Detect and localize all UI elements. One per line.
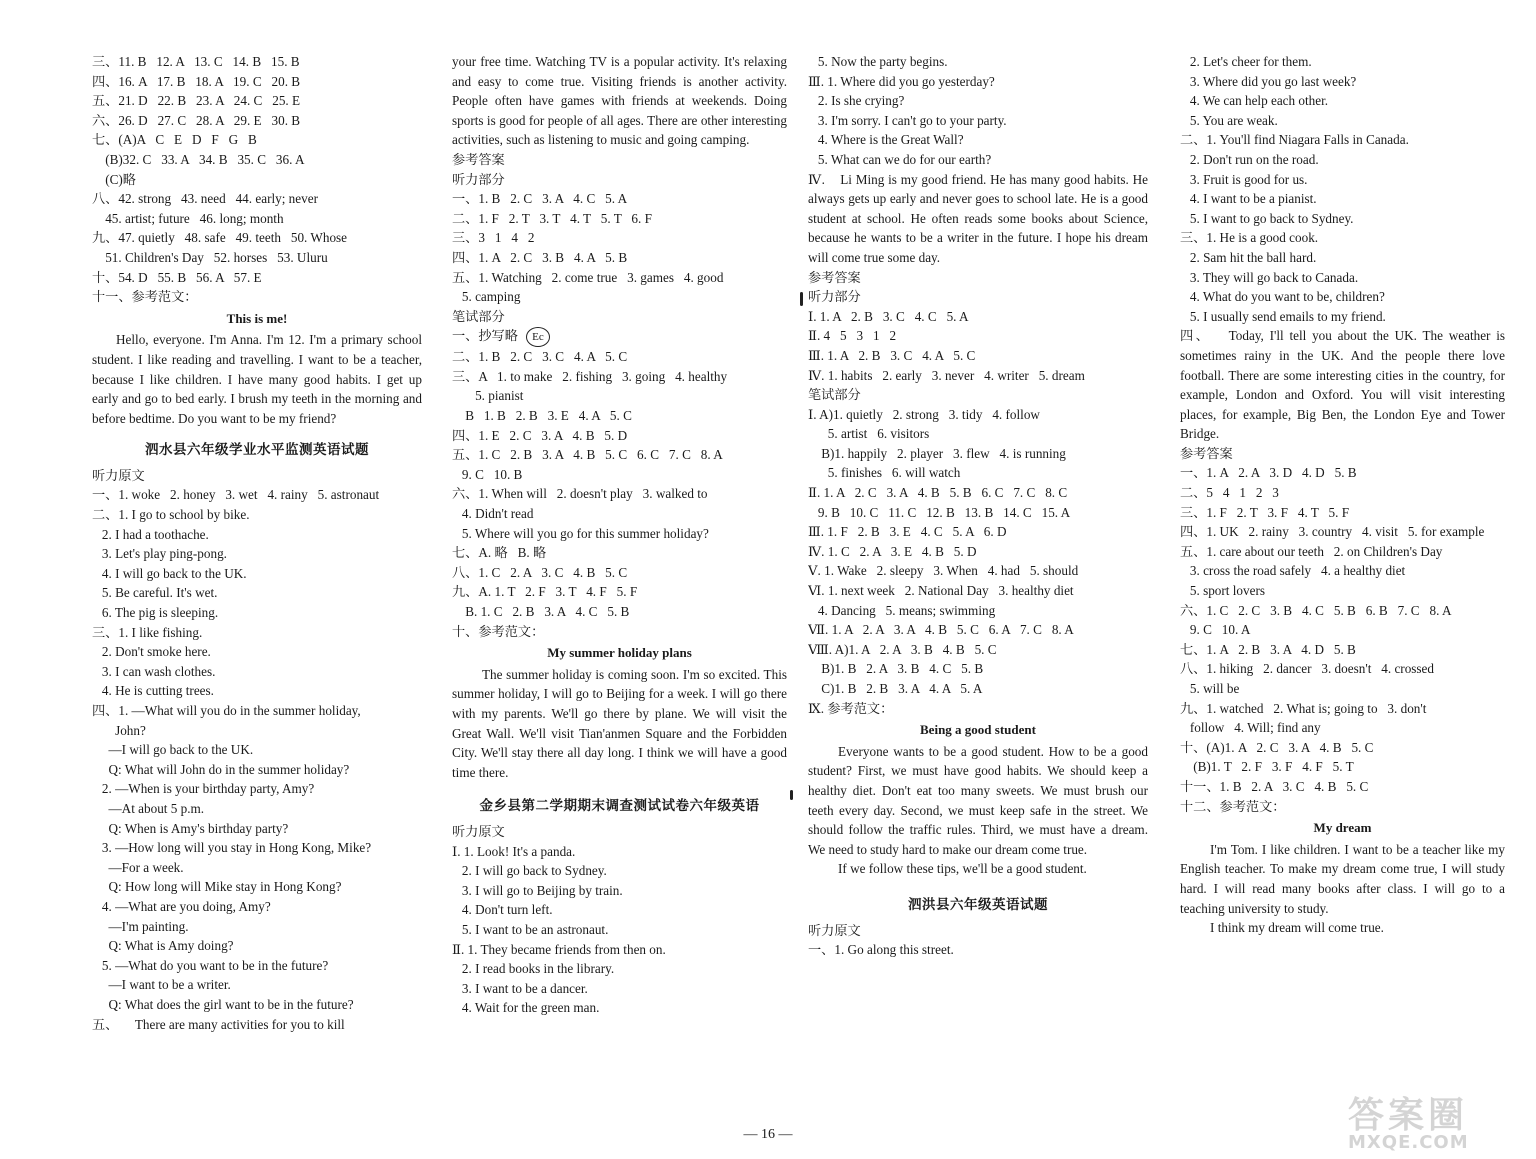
text-line: 三、1. I like fishing. bbox=[92, 624, 203, 640]
text-line: 一、1. woke 2. honey 3. wet 4. rainy 5. astronaut bbox=[92, 487, 380, 503]
text-line: 2. I read books in the library. bbox=[452, 961, 615, 977]
text-line: 三、11. B 12. A 13. C 14. B 15. B bbox=[92, 54, 300, 69]
text-line: 五、1. C 2. B 3. A 4. B 5. C 6. C 7. C 8. A bbox=[452, 447, 723, 463]
text-line: 2. Is she crying? bbox=[808, 93, 905, 109]
text-line: 2. Don't run on the road. bbox=[1180, 151, 1319, 167]
text-line: 五、 There are many activities for you to kill bbox=[92, 1016, 345, 1032]
text-line: 4. Where is the Great Wall? bbox=[808, 132, 964, 148]
text-line: 五、21. D 22. B 23. A 24. C 25. E bbox=[92, 93, 301, 109]
column-4 bbox=[1180, 52, 1505, 938]
text-line: 5. finishes 6. will watch bbox=[808, 465, 961, 481]
passage-text: your free time. Watching TV is a popular activity. It's relaxing and easy to come true. Visiting friends is another activity. People often have games with friends at weekends. Doing sports is good for people of all ages. There are other interesting activities, such as listening to music and going camping. bbox=[452, 54, 787, 148]
text-line: Ⅲ. 1. A 2. B 3. C 4. A 5. C bbox=[808, 347, 976, 363]
passage-label: 四、 bbox=[1180, 328, 1212, 344]
text-line: 4. We can help each other. bbox=[1180, 93, 1329, 109]
watermark-url: MXQE.COM bbox=[1348, 1132, 1469, 1153]
text-line: 3. I can wash clothes. bbox=[92, 663, 216, 679]
text-line: 4. I want to be a pianist. bbox=[1180, 191, 1317, 207]
text-line: 二、1. I go to school by bike. bbox=[92, 507, 250, 523]
text-line: 六、1. C 2. C 3. B 4. C 5. B 6. B 7. C 8. A bbox=[1180, 602, 1452, 618]
text-line: 45. artist; future 46. long; month bbox=[92, 210, 284, 226]
passage-text: Li Ming is my good friend. He has many good habits. He always gets up early and never goes to school late. He is a good student at school. He often reads some books about Science, because he wants to be a writer in the future. I hope his dream will come true some day. bbox=[808, 171, 1148, 265]
text-line: Ⅰ. 1. A 2. B 3. C 4. C 5. A bbox=[808, 308, 969, 324]
text-line: 九、1. watched 2. What is; going to 3. don't bbox=[1180, 700, 1427, 716]
essay-title: This is me! bbox=[226, 310, 288, 326]
text-line: 4. What do you want to be, children? bbox=[1180, 289, 1385, 305]
text-line: Ⅵ. 1. next week 2. National Day 3. healthy diet bbox=[808, 583, 1074, 599]
watermark-text: 答案圈 bbox=[1348, 1095, 1469, 1136]
text-line: 5. pianist bbox=[452, 388, 524, 404]
text-line: —For a week. bbox=[92, 859, 184, 875]
text-line: follow 4. Will; find any bbox=[1180, 720, 1321, 736]
text-line: Ⅳ. 1. habits 2. early 3. never 4. writer 5. dream bbox=[808, 367, 1085, 383]
text-line: B)1. B 2. A 3. B 4. C 5. B bbox=[808, 661, 984, 677]
text-line: Ⅰ. A)1. quietly 2. strong 3. tidy 4. follow bbox=[808, 406, 1040, 422]
text-line: Ⅰ. 1. Look! It's a panda. bbox=[452, 843, 576, 859]
text-line: 笔试部分 bbox=[452, 308, 505, 324]
listening-script-lines bbox=[452, 822, 787, 1018]
text-line: 9. C 10. A bbox=[1180, 622, 1251, 638]
answer-lines bbox=[808, 268, 1148, 719]
text-line: 七、A. 略 B. 略 bbox=[452, 545, 547, 561]
margin-mark bbox=[800, 292, 803, 306]
passage-block bbox=[808, 170, 1148, 268]
text-line: 二、5 4 1 2 3 bbox=[1180, 485, 1279, 501]
text-line: 2. I had a toothache. bbox=[92, 526, 209, 542]
essay-text: Hello, everyone. I'm Anna. I'm 12. I'm a primary school student. I like reading and travelling. I want to be a teacher, because I like children. I have many good habits. I get up early and go to bed early. I brush my teeth in the morning and before bedtime. Do you want to be my friend? bbox=[92, 332, 422, 426]
text-line: 3. I want to be a dancer. bbox=[452, 980, 588, 996]
text-line: 三、1. He is a good cook. bbox=[1180, 230, 1319, 246]
text-line: B)1. happily 2. player 3. flew 4. is running bbox=[808, 445, 1066, 461]
text-line: Ⅳ. 1. C 2. A 3. E 4. B 5. D bbox=[808, 543, 977, 559]
text-line: 三、3 1 4 2 bbox=[452, 230, 535, 246]
answer-lines bbox=[452, 150, 787, 326]
text-line: 九、A. 1. T 2. F 3. T 4. F 5. F bbox=[452, 584, 638, 600]
text-line: 二、1. F 2. T 3. T 4. T 5. T 6. F bbox=[452, 210, 652, 226]
text-line: 三、1. F 2. T 3. F 4. T 5. F bbox=[1180, 504, 1350, 520]
text-line: 9. B 10. C 11. C 12. B 13. B 14. C 15. A bbox=[808, 504, 1071, 520]
essay-text: The summer holiday is coming soon. I'm so excited. This summer holiday, I will go to Beijing for a week. I will go there with my parents. We'll go there by plane. We will visit the Great Wall. We'll visit Tian'anmen Square and the Forbidden City. We'll stay there all day long. I think we will have a good time there. bbox=[452, 666, 787, 780]
text-line: 5. I usually send emails to my friend. bbox=[1180, 308, 1386, 324]
text-line: 4. —What are you doing, Amy? bbox=[92, 898, 271, 914]
column-1 bbox=[92, 52, 422, 1034]
text-line: 听力原文 bbox=[808, 922, 861, 938]
text-line: (B)1. T 2. F 3. F 4. F 5. T bbox=[1180, 759, 1354, 775]
listening-script-lines bbox=[92, 466, 422, 1034]
text-line: 5. What can we do for our earth? bbox=[808, 151, 992, 167]
text-line: C)1. B 2. B 3. A 4. A 5. A bbox=[808, 681, 983, 696]
text-line: 9. C 10. B bbox=[452, 466, 523, 482]
text-line: 七、(A)A C E D F G B bbox=[92, 132, 257, 148]
passage-label: Ⅳ. bbox=[808, 171, 825, 187]
text-line: 十一、参考范文： bbox=[92, 289, 198, 305]
text-line: 5. will be bbox=[1180, 681, 1240, 696]
text-line: Ⅸ. 参考范文： bbox=[808, 700, 894, 716]
text-line: 2. I will go back to Sydney. bbox=[452, 863, 607, 879]
text-line: Ⅴ. 1. Wake 2. sleepy 3. When 4. had 5. should bbox=[808, 563, 1079, 579]
text-line: 6. The pig is sleeping. bbox=[92, 605, 219, 621]
watermark-logo bbox=[1348, 1087, 1518, 1153]
text-line: 五、1. Watching 2. come true 3. games 4. good bbox=[452, 269, 724, 285]
text-line: Ⅲ. 1. Where did you go yesterday? bbox=[808, 73, 995, 89]
text-line: 九、47. quietly 48. safe 49. teeth 50. Whose bbox=[92, 230, 348, 246]
answer-lines-2 bbox=[452, 347, 787, 641]
text-line: 3. —How long will you stay in Hong Kong, Mike? bbox=[92, 840, 372, 856]
text-line: Ⅱ. 1. A 2. C 3. A 4. B 5. B 6. C 7. C 8. C bbox=[808, 485, 1068, 501]
essay-text: Everyone wants to be a good student. How to be a good student? First, we must have good habits. We should keep a healthy diet. Don't eat too many sweets. We must brush our teeth every day. Second, we must keep safe in the street. We should follow the traffic rules. Third, we must have a dream. We need to study hard to make our dream come true. bbox=[808, 743, 1148, 857]
essay-text: I'm Tom. I like children. I want to be a teacher like my English teacher. To make my dream come true, I will study hard. I will read many books after class. I will go to a teaching university to study. bbox=[1180, 841, 1505, 916]
text-line: —I want to be a writer. bbox=[92, 977, 231, 993]
text-line: 3. Where did you go last week? bbox=[1180, 73, 1357, 89]
text-line: 十二、参考范文： bbox=[1180, 798, 1286, 814]
text-line: 一、1. A 2. A 3. D 4. D 5. B bbox=[1180, 465, 1357, 481]
text-line: 七、1. A 2. B 3. A 4. D 5. B bbox=[1180, 641, 1356, 657]
essay-end: I think my dream will come true. bbox=[1210, 920, 1384, 936]
text-line: Q: What will John do in the summer holiday? bbox=[92, 761, 350, 777]
text-line: Ⅷ. A)1. A 2. A 3. B 4. B 5. C bbox=[808, 641, 997, 657]
text-line: B 1. B 2. B 3. E 4. A 5. C bbox=[452, 408, 632, 424]
text-line: 听力部分 bbox=[452, 171, 505, 187]
text-line: 4. Didn't read bbox=[452, 506, 534, 522]
text-line: 八、1. C 2. A 3. C 4. B 5. C bbox=[452, 564, 628, 580]
column-2 bbox=[452, 52, 787, 1018]
text-line: 5. —What do you want to be in the future? bbox=[92, 957, 329, 973]
text-line: 五、1. care about our teeth 2. on Children's Day bbox=[1180, 543, 1443, 559]
text-line: 六、26. D 27. C 28. A 29. E 30. B bbox=[92, 112, 301, 128]
text-line: 八、42. strong 43. need 44. early; never bbox=[92, 191, 318, 207]
text-line: 2. Don't smoke here. bbox=[92, 644, 211, 660]
column-3 bbox=[808, 52, 1148, 960]
text-line: —At about 5 p.m. bbox=[92, 800, 205, 816]
text-line: 3. Fruit is good for us. bbox=[1180, 171, 1308, 187]
section-title: 金乡县第二学期期末调查测试试卷六年级英语 bbox=[479, 798, 760, 814]
text-line: 四、1. E 2. C 3. A 4. B 5. D bbox=[452, 427, 628, 443]
text-line: 5. Now the party begins. bbox=[808, 54, 948, 69]
essay-title: My dream bbox=[1313, 820, 1372, 836]
text-line: 3. I will go to Beijing by train. bbox=[452, 882, 623, 898]
passage-text: Today, I'll tell you about the UK. The weather is sometimes rainy in the UK. And the people there love football. There are some interesting cities in the country, for example, London and Oxford. You will visit interesting places, for example, Big Ben, the London Eye and Tower Bridge. bbox=[1180, 328, 1506, 442]
text-line: Ⅱ. 1. They became friends from then on. bbox=[452, 941, 666, 957]
margin-mark bbox=[790, 790, 793, 800]
text-line: 四、1. UK 2. rainy 3. country 4. visit 5. for example bbox=[1180, 524, 1485, 540]
text-line: 3. Let's play ping-pong. bbox=[92, 546, 227, 562]
text-line: Q: What does the girl want to be in the future? bbox=[92, 996, 354, 1012]
text-line: Ⅱ. 4 5 3 1 2 bbox=[808, 328, 897, 344]
text-line: 二、1. You'll find Niagara Falls in Canada. bbox=[1180, 132, 1409, 148]
text-line: 5. sport lovers bbox=[1180, 583, 1265, 599]
text-line: 八、1. hiking 2. dancer 3. doesn't 4. crossed bbox=[1180, 661, 1434, 677]
text-line: 参考答案 bbox=[808, 269, 861, 285]
text-line: 三、A 1. to make 2. fishing 3. going 4. healthy bbox=[452, 368, 728, 384]
text-line: 十一、1. B 2. A 3. C 4. B 5. C bbox=[1180, 778, 1369, 794]
text-line: 四、16. A 17. B 18. A 19. C 20. B bbox=[92, 73, 301, 89]
ec-stamp-icon: Ec bbox=[526, 327, 550, 347]
text-line: 4. He is cutting trees. bbox=[92, 683, 214, 699]
text-line: 十、(A)1. A 2. C 3. A 4. B 5. C bbox=[1180, 739, 1374, 755]
listening-script-lines bbox=[1180, 52, 1505, 326]
text-line: John? bbox=[92, 722, 146, 738]
text-line: 四、1. A 2. C 3. B 4. A 5. B bbox=[452, 249, 628, 265]
text-line: 听力部分 bbox=[808, 289, 861, 305]
text-line: 一、1. Go along this street. bbox=[808, 942, 954, 958]
text-line: 4. Dancing 5. means; swimming bbox=[808, 602, 996, 618]
text-line: 51. Children's Day 52. horses 53. Uluru bbox=[92, 249, 328, 265]
text-line: 2. Sam hit the ball hard. bbox=[1180, 249, 1317, 265]
text-line: 二、1. B 2. C 3. C 4. A 5. C bbox=[452, 349, 628, 365]
text-line: 5. Where will you go for this summer holiday? bbox=[452, 525, 709, 541]
text-line: 4. Wait for the green man. bbox=[452, 1000, 600, 1016]
essay-title: My summer holiday plans bbox=[547, 645, 692, 661]
text-line: (C)略 bbox=[92, 171, 136, 187]
listening-script-lines bbox=[808, 52, 1148, 170]
text-line: 十、参考范文： bbox=[452, 623, 545, 639]
text-line: 5. camping bbox=[452, 289, 521, 305]
text-line: 3. They will go back to Canada. bbox=[1180, 269, 1359, 285]
text-line: 参考答案 bbox=[1180, 445, 1233, 461]
section-title: 泗洪县六年级英语试题 bbox=[908, 896, 1048, 912]
copy-line: 一、抄写略 Ec bbox=[452, 326, 787, 347]
text-line: 一、1. B 2. C 3. A 4. C 5. A bbox=[452, 191, 628, 207]
text-line: 4. Don't turn left. bbox=[452, 902, 553, 918]
text-line: 参考答案 bbox=[452, 151, 505, 167]
page-number: — 16 — bbox=[743, 1127, 793, 1142]
text-line: 5. I want to go back to Sydney. bbox=[1180, 210, 1354, 226]
text-line: 2. —When is your birthday party, Amy? bbox=[92, 781, 315, 797]
text-line: 2. Let's cheer for them. bbox=[1180, 54, 1312, 69]
answer-lines bbox=[1180, 444, 1505, 816]
text-line: —I'm painting. bbox=[92, 918, 189, 934]
text-line: 听力原文 bbox=[452, 823, 505, 839]
text-line: Q: When is Amy's birthday party? bbox=[92, 820, 289, 836]
listening-script-lines-2 bbox=[808, 921, 1148, 960]
text-line: 5. artist 6. visitors bbox=[808, 426, 930, 442]
text-line: Ⅲ. 1. F 2. B 3. E 4. C 5. A 6. D bbox=[808, 524, 1007, 540]
passage-block bbox=[1180, 326, 1505, 444]
text-line: 5. Be careful. It's wet. bbox=[92, 585, 218, 601]
text-line: B. 1. C 2. B 3. A 4. C 5. B bbox=[452, 604, 630, 619]
section-title: 泗水县六年级学业水平监测英语试题 bbox=[145, 442, 369, 458]
text-line: 四、1. —What will you do in the summer holiday, bbox=[92, 703, 361, 718]
answer-lines bbox=[92, 52, 422, 307]
text-line: —I will go back to the UK. bbox=[92, 742, 254, 758]
text-line: 六、1. When will 2. doesn't play 3. walked to bbox=[452, 486, 708, 502]
essay-end: If we follow these tips, we'll be a good student. bbox=[838, 861, 1087, 877]
text-line: 3. cross the road safely 4. a healthy diet bbox=[1180, 563, 1406, 579]
text-line: 4. I will go back to the UK. bbox=[92, 565, 247, 581]
text-line: 听力原文 bbox=[92, 467, 145, 483]
text-line: 5. I want to be an astronaut. bbox=[452, 921, 609, 937]
text-line: 笔试部分 bbox=[808, 387, 861, 403]
text-line: 5. You are weak. bbox=[1180, 112, 1278, 128]
text-line: Q: What is Amy doing? bbox=[92, 938, 234, 954]
text-line: 十、54. D 55. B 56. A 57. E bbox=[92, 269, 262, 285]
essay-title: Being a good student bbox=[920, 722, 1036, 738]
text-line: Ⅶ. 1. A 2. A 3. A 4. B 5. C 6. A 7. C 8. A bbox=[808, 622, 1074, 638]
text-line: 3. I'm sorry. I can't go to your party. bbox=[808, 112, 1007, 128]
text-line: Q: How long will Mike stay in Hong Kong? bbox=[92, 879, 342, 895]
text-line: (B)32. C 33. A 34. B 35. C 36. A bbox=[92, 151, 305, 167]
